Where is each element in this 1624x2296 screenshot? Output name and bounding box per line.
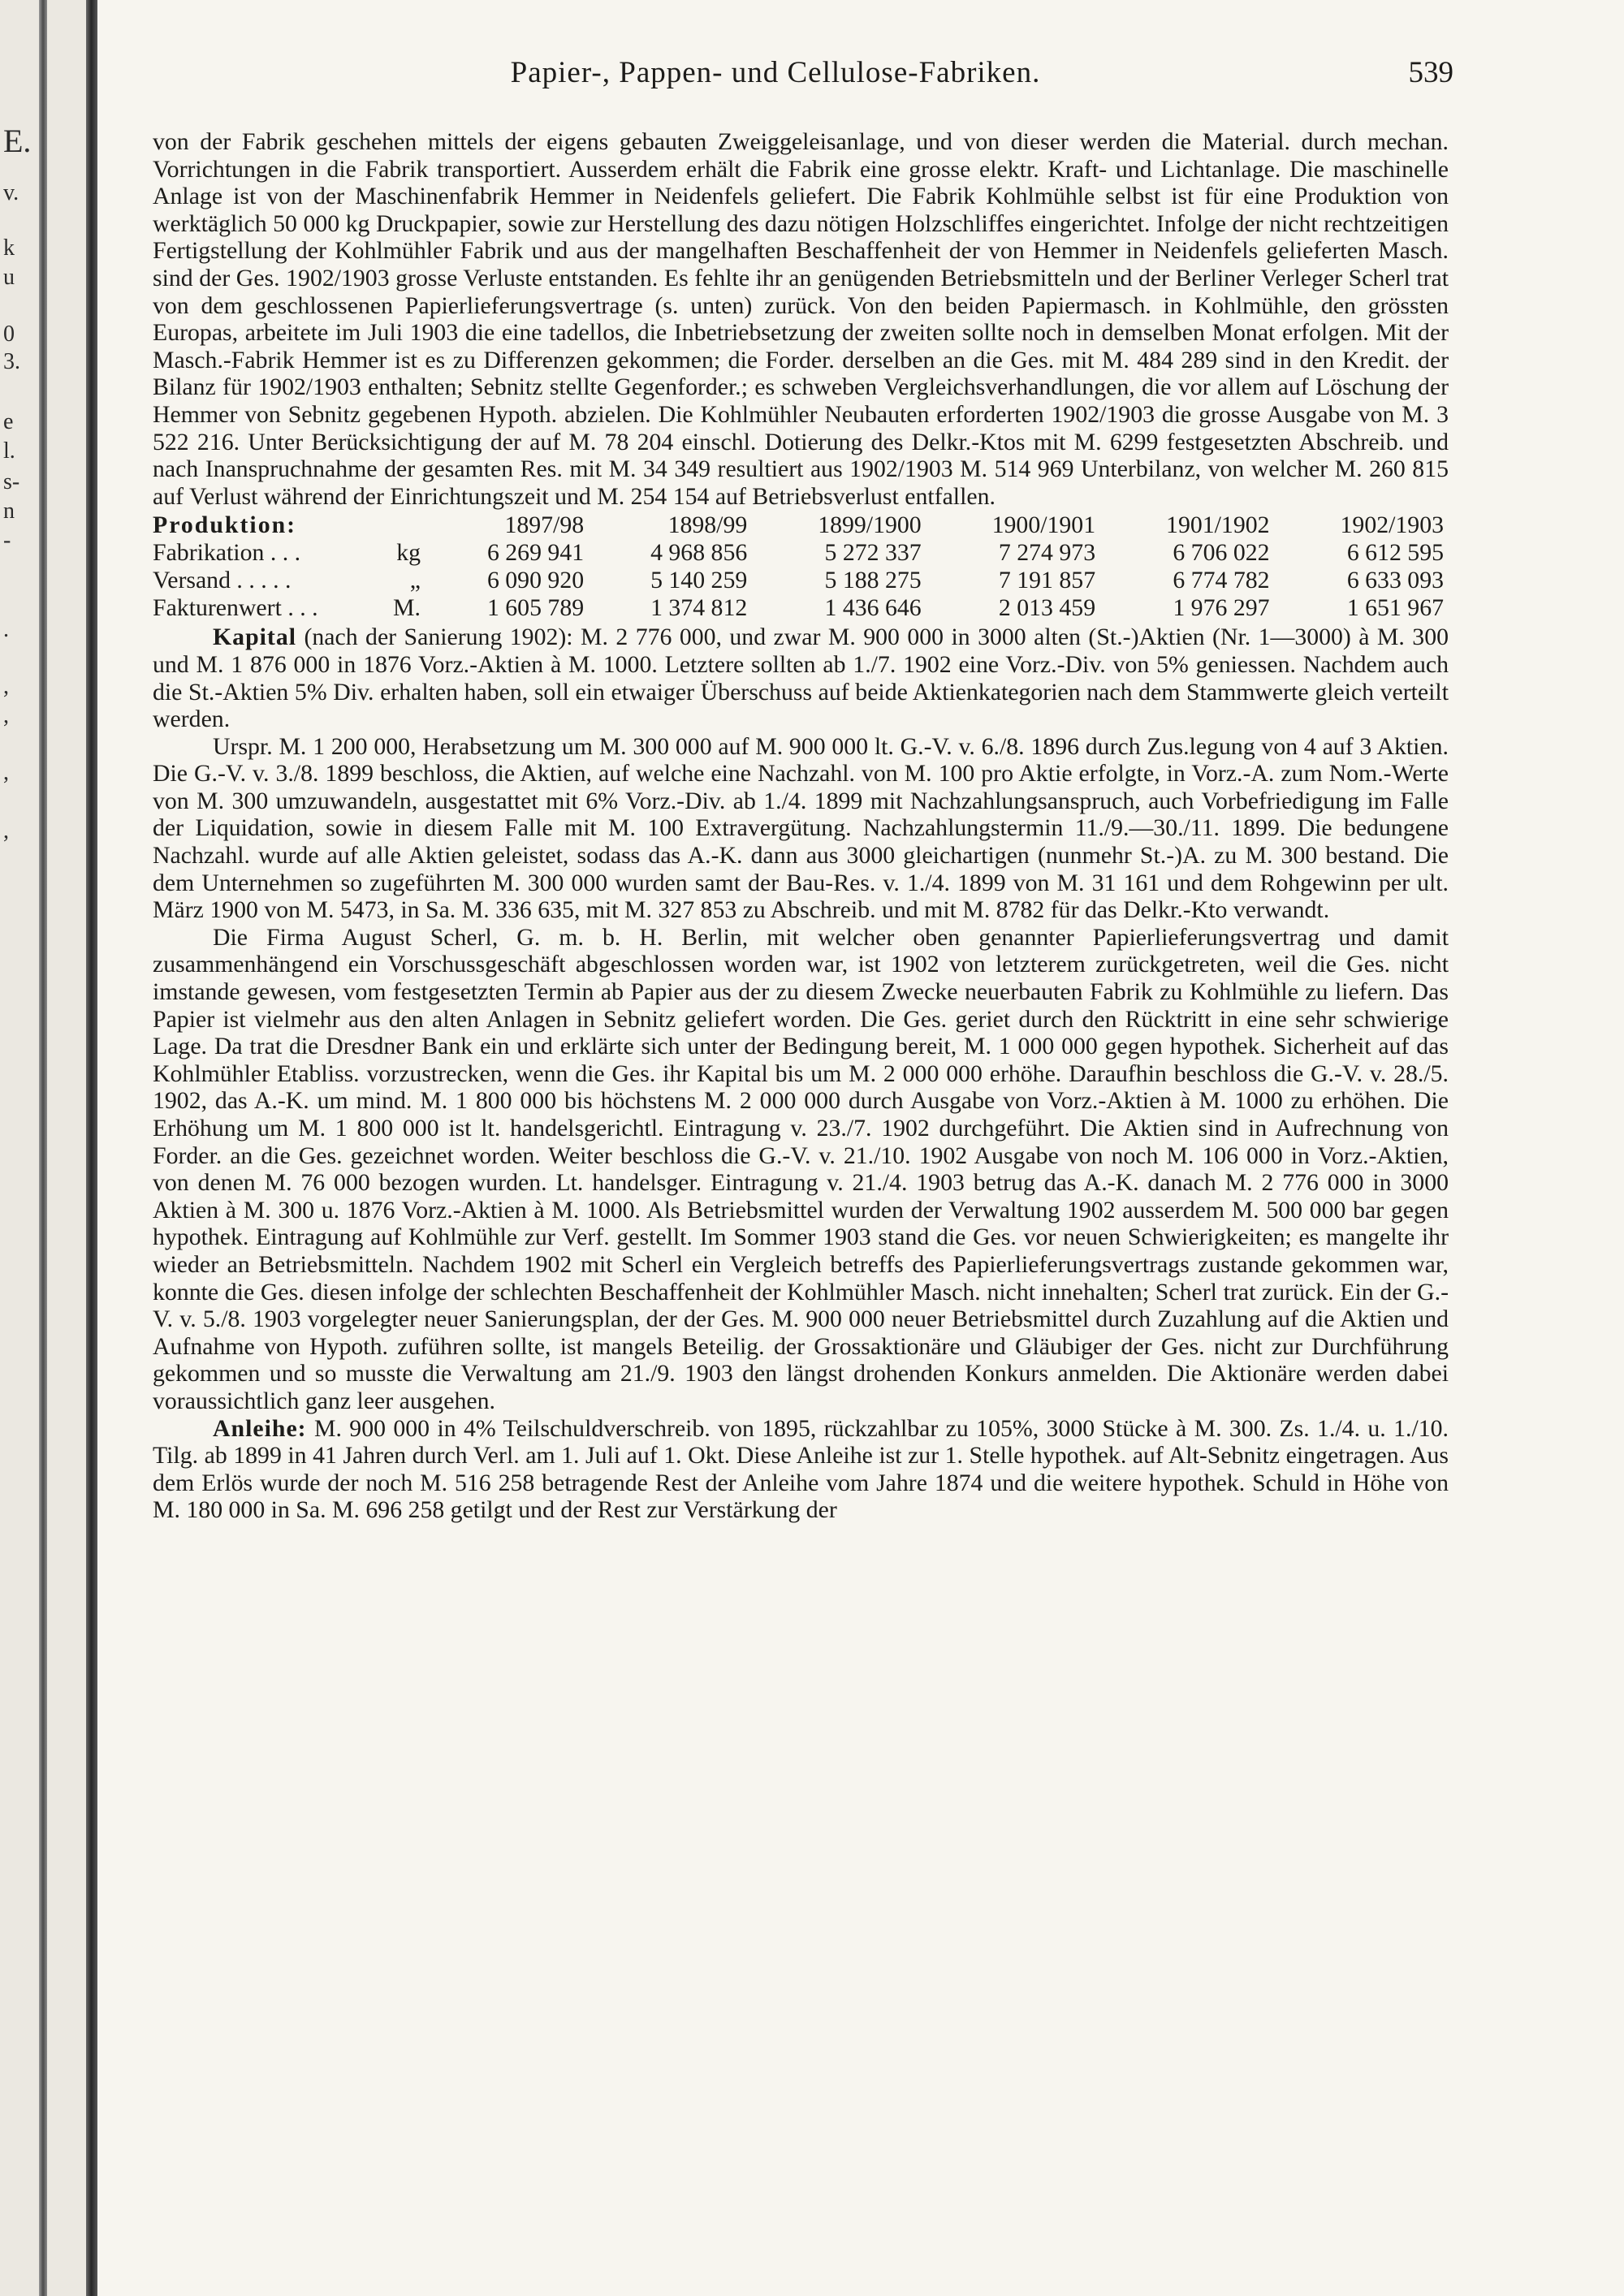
table-row	[153, 539, 1449, 567]
margin-fragment: -	[3, 528, 11, 553]
margin-fragment: n	[3, 498, 15, 524]
margin-fragment: ,	[3, 703, 9, 728]
table-cell: 6 612 595	[1346, 539, 1444, 567]
row-label: Fakturenwert . . .	[153, 594, 318, 622]
section-heading-anleihe: Anleihe:	[213, 1414, 307, 1442]
table-cell: 1 976 297	[1173, 594, 1270, 622]
table-cell: 6 774 782	[1173, 567, 1270, 594]
table-row	[153, 594, 1449, 622]
table-cell: 5 272 337	[824, 539, 922, 567]
row-label: Fabrikation . . .	[153, 539, 301, 567]
margin-fragment: e	[3, 409, 14, 434]
margin-fragment: ,	[3, 674, 9, 699]
running-title: Papier-, Pappen- und Cellulose-Fabriken.	[510, 56, 1041, 89]
table-cell: 2 013 459	[998, 594, 1096, 622]
table-cell: 6 269 941	[486, 539, 585, 567]
year-header: 1898/99	[667, 511, 748, 539]
margin-fragment: v.	[3, 180, 19, 205]
table-cell: 5 140 259	[650, 567, 748, 594]
year-header: 1897/98	[504, 511, 585, 539]
margin-fragment: s-	[3, 469, 20, 494]
margin-fragment: E.	[3, 123, 32, 159]
production-header-row	[153, 511, 1449, 539]
margin-fragment: l.	[3, 438, 15, 464]
paragraph-plant-description: von der Fabrik geschehen mittels der eigens gebauten Zweiggeleisanlage, und von dieser werden die Material. durch mechan. Vorrichtungen in die Fabrik transportiert. Ausserdem erhält die Fabrik eine grosse elektr. Kraft- und Lichtanlage. Die maschinelle Anlage ist von der Maschinenfabrik Hemmer in Neidenfels geliefert. Die Fabrik Kohlmühle selbst ist für eine Produktion von werktäglich 50 000 kg Druckpapier, sowie zur Herstellung des dazu nötigen Holzschliffes eingerichtet. Infolge der nicht rechtzeitigen Fertigstellung der Kohlmühler Fabrik und aus der mangelhaften Beschaffenheit der von Hemmer in Neidenfels gelieferten Masch. sind der Ges. 1902/1903 grosse Verluste entstanden. Es fehlte ihr an genügenden Betriebsmitteln und der Berliner Verleger Scherl trat von dem geschlossenen Papierlieferungsvertrage (s. unten) zurück. Von den beiden Papiermasch. in Kohlmühle, den grössten Europas, arbeitete im Juli 1903 die eine tadellos, die Inbetriebsetzung der zweiten sollte noch in demselben Monat erfolgen. Mit der Masch.-Fabrik Hemmer ist es zu Differenzen gekommen; die Forder. derselben an die Ges. mit M. 484 289 sind in den Kredit. der Bilanz für 1902/1903 enthalten; Sebnitz stellte Gegenforder.; es schweben Vergleichsverhandlungen, die vor allem auf Löschung der Hemmer von Sebnitz gegebenen Hypoth. abzielen. Die Kohlmühler Neubauten erforderten 1902/1903 die grosse Ausgabe von M. 3 522 216. Unter Berücksichtigung der auf M. 78 204 einschl. Dotierung des Delkr.-Ktos mit M. 6299 festgesetzten Abschreib. und nach Inanspruchnahme der gesamten Res. mit M. 34 349 resultiert aus 1902/1903 M. 514 969 Unterbilanz, von welcher M. 260 815 auf Verlust während der Einrichtungszeit und M. 254 154 auf Betriebsverlust entfallen.	[153, 128, 1449, 510]
table-cell: 6 706 022	[1173, 539, 1270, 567]
row-unit: „	[409, 567, 421, 594]
table-cell: 1 605 789	[486, 594, 585, 622]
year-header: 1901/1902	[1166, 511, 1270, 539]
year-header: 1902/1903	[1340, 511, 1444, 539]
table-row	[153, 567, 1449, 594]
table-cell: 1 436 646	[824, 594, 922, 622]
table-cell: 5 188 275	[824, 567, 922, 594]
table-cell: 4 968 856	[650, 539, 748, 567]
production-heading: Produktion:	[153, 511, 297, 539]
kapital-text: (nach der Sanierung 1902): M. 2 776 000, und zwar M. 900 000 in 3000 alten (St.-)Aktien (Nr. 1—3000) à M. 300 und M. 1 876 000 in 1876 Vorz.-Aktien à M. 1000. Letztere sollten ab 1./7. 1902 eine Vorz.-Div. von 5% geniessen. Nachdem auch die St.-Aktien 5% Div. erhalten haben, soll ein etwaiger Überschuss auf beide Aktienkategorien nach dem Stammwerte gleich verteilt werden.	[153, 624, 1449, 733]
section-heading-kapital: Kapital	[213, 624, 297, 651]
page-shadow	[39, 0, 47, 2296]
production-table	[153, 511, 1449, 622]
table-cell: 6 633 093	[1346, 567, 1444, 594]
row-unit: kg	[396, 539, 421, 567]
binding-gutter	[86, 0, 97, 2296]
running-header	[97, 55, 1453, 96]
anleihe-text: M. 900 000 in 4% Teilschuldverschreib. von 1895, rückzahlbar zu 105%, 3000 Stücke à M. 300. Zs. 1./4. u. 1./10. Tilg. ab 1899 in 41 Jahren durch Verl. am 1. Juli auf 1. Okt. Diese Anleihe ist zur 1. Stelle hypothek. auf Alt-Sebnitz eingetragen. Aus dem Erlös wurde der noch M. 516 258 betragende Rest der Anleihe vom Jahre 1874 und die weitere hypothek. Schuld in Höhe von M. 180 000 in Sa. M. 696 258 getilgt und der Rest zur Verstärkung der	[153, 1414, 1449, 1524]
margin-fragment: 3.	[3, 349, 20, 374]
margin-fragment: k	[3, 235, 15, 261]
page-number: 539	[1408, 56, 1453, 89]
paragraph-kapital	[153, 624, 1449, 732]
year-header: 1900/1901	[991, 511, 1096, 539]
row-unit: M.	[393, 594, 421, 622]
table-cell: 7 191 857	[998, 567, 1096, 594]
row-label: Versand . . . . .	[153, 567, 292, 594]
paragraph-firma-scherl: Die Firma August Scherl, G. m. b. H. Berlin, mit welcher oben genannter Papierlieferungsvertrag und damit zusammenhängend ein Vorschussgeschäft abgeschlossen worden war, ist 1902 von letzterem zurückgetreten, weil die Ges. nicht imstande gewesen, vom festgesetzten Termin ab Papier aus der zu diesem Zwecke neuerbauten Fabrik zu Kohlmühle zu liefern. Das Papier ist vielmehr aus den alten Anlagen in Sebnitz geliefert worden. Die Ges. geriet durch den Rücktritt in eine sehr schwierige Lage. Da trat die Dresdner Bank ein und erklärte sich unter der Bedingung bereit, M. 1 000 000 gegen hypothek. Sicherheit auf das Kohlmühler Etabliss. vorzustrecken, wenn die Ges. ihr Kapital bis um M. 2 000 000 erhöhe. Daraufhin beschloss die G.-V. v. 28./5. 1902, das A.-K. um mind. M. 1 800 000 bis höchstens M. 2 000 000 durch Ausgabe von Vorz.-Aktien à M. 1000 zu erhöhen. Die Erhöhung um M. 1 800 000 ist lt. handelsgerichtl. Eintragung v. 23./7. 1902 durchgeführt. Die Aktien sind in Aufrechnung von Forder. an die Ges. gezeichnet worden. Weiter beschloss die G.-V. v. 21./10. 1902 Ausgabe von noch M. 106 000 in Vorz.-Aktien, von denen M. 76 000 bezogen wurden. Lt. handelsger. Eintragung v. 21./4. 1903 betrug das A.-K. danach M. 2 776 000 in 3000 Aktien à M. 300 u. 1876 Vorz.-Aktien à M. 1000. Als Betriebsmittel wurden der Verwaltung 1902 ausserdem M. 500 000 bar gegen hypothek. Eintragung auf Kohlmühle zur Verf. gestellt. Im Sommer 1903 stand die Ges. vor neuen Schwierigkeiten; es mangelte ihr wieder an Betriebsmitteln. Nachdem 1902 mit Scherl ein Vergleich betreffs des Papierlieferungsvertrags zustande gekommen war, konnte die Ges. diesen infolge der schlechten Beschaffenheit der Kohlmühler Masch. nicht innehalten; Scherl trat zurück. Ein der G.-V. v. 5./8. 1903 vorgelegter neuer Sanierungsplan, der der Ges. M. 900 000 neuer Betriebsmittel durch Zuzahlung auf die Aktien und Aufnahme von Hypoth. zuführen sollte, ist mangels Beteilig. der Grossaktionäre und Gläubiger der Ges. nicht zur Durchführung gekommen und so musste die Verwaltung am 21./9. 1903 den längst drohenden Konkurs anmelden. Die Aktionäre werden dabei voraussichtlich ganz leer ausgehen.	[153, 923, 1449, 1414]
margin-fragment: ,	[3, 818, 9, 844]
margin-fragment: .	[3, 617, 9, 642]
main-text	[153, 128, 1449, 1524]
margin-fragment: ,	[3, 760, 9, 785]
margin-fragment: u	[3, 265, 15, 290]
table-cell: 1 374 812	[650, 594, 748, 622]
table-cell: 6 090 920	[486, 567, 585, 594]
table-cell: 1 651 967	[1346, 594, 1444, 622]
margin-fragment: 0	[3, 322, 15, 347]
table-cell: 7 274 973	[998, 539, 1096, 567]
year-header: 1899/1900	[818, 511, 922, 539]
paragraph-anleihe	[153, 1415, 1449, 1524]
paragraph-urspr: Urspr. M. 1 200 000, Herabsetzung um M. 300 000 auf M. 900 000 lt. G.-V. v. 6./8. 1896 durch Zus.legung von 4 auf 3 Aktien. Die G.-V. v. 3./8. 1899 beschloss, die Aktien, auf welche eine Nachzahl. von M. 100 pro Aktie erfolgte, in Vorz.-A. zum Nom.-Werte von M. 300 umzuwandeln, ausgestattet mit 6% Vorz.-Div. ab 1./4. 1899 mit Nachzahlungsanspruch, auch Vorbefriedigung im Falle der Liquidation, sowie in diesem Falle mit M. 100 Extravergütung. Nachzahlungstermin 11./9.—30./11. 1899. Die bedungene Nachzahl. wurde auf alle Aktien geleistet, sodass das A.-K. dann aus 3000 gleichartigen (nunmehr St.-)A. zu M. 300 bestand. Die dem Unternehmen so zugeführten M. 300 000 wurden samt der Bau-Res. v. 1./4. 1899 von M. 31 161 und dem Rohgewinn per ult. März 1900 von M. 5473, in Sa. M. 336 635, mit M. 327 853 zu Abschreib. und mit M. 8782 für das Delkr.-Kto verwandt.	[153, 732, 1449, 924]
